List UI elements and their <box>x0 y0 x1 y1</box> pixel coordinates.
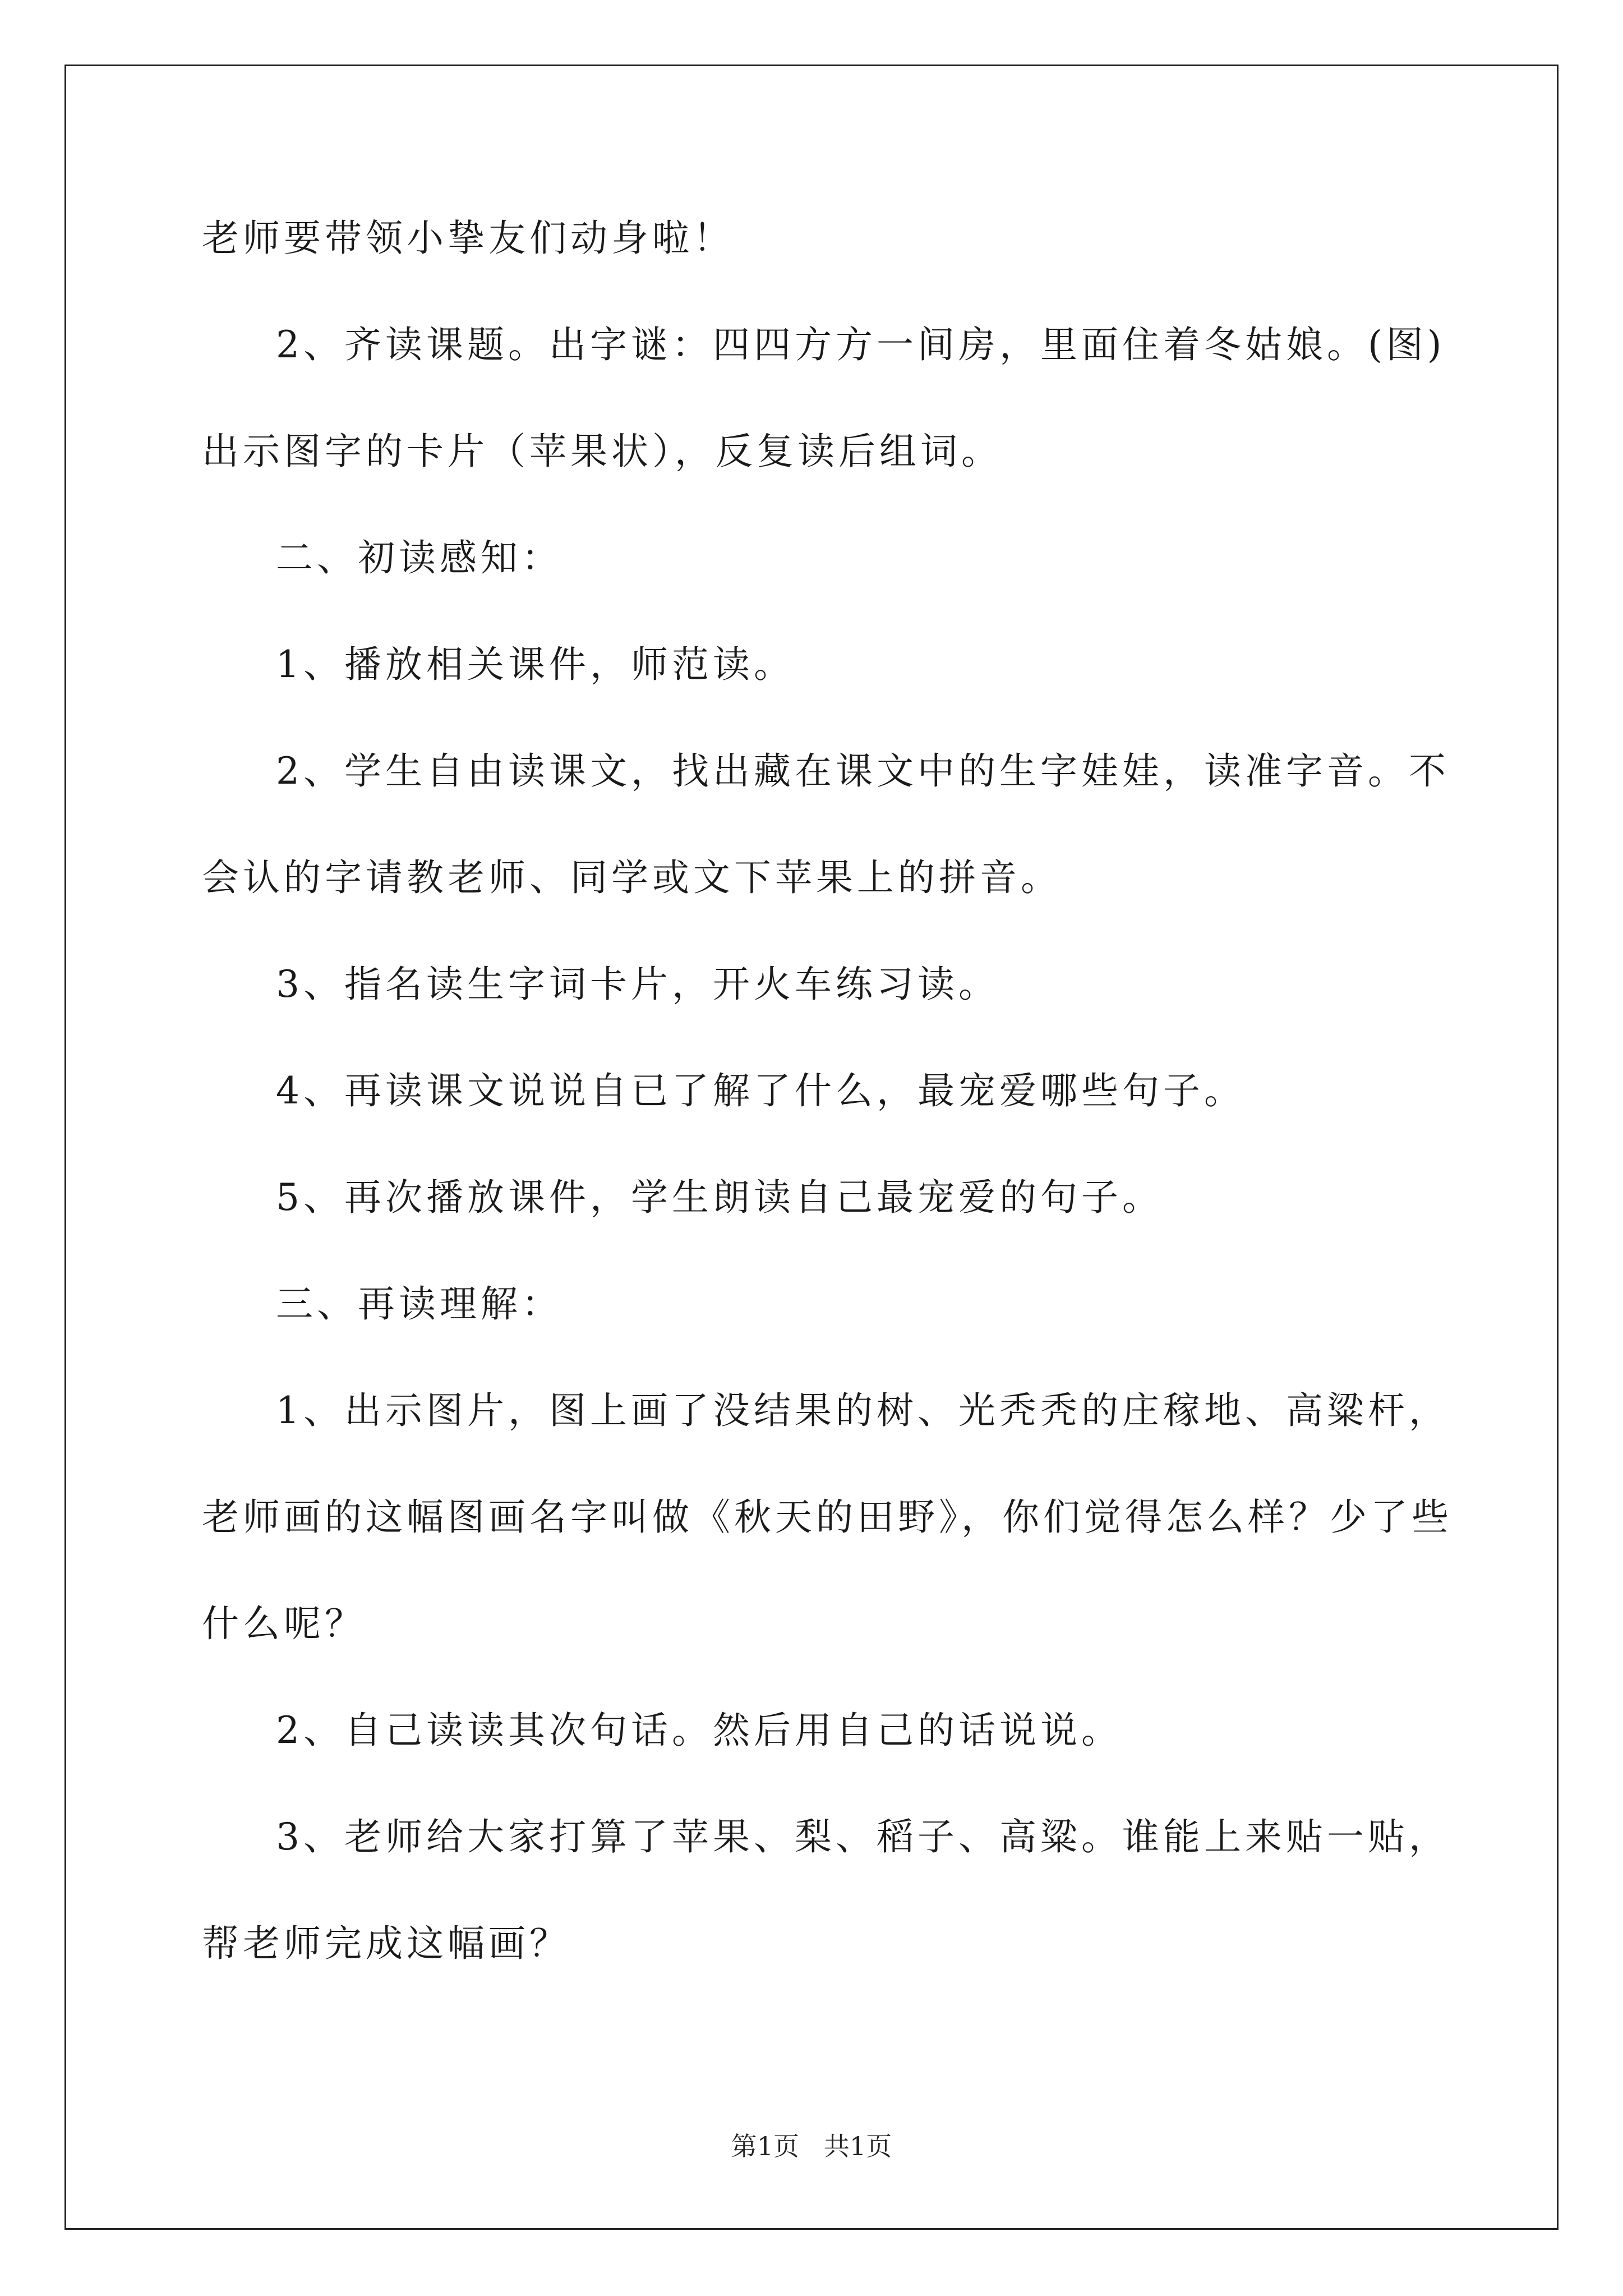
paragraph-line: 3、指名读生字词卡片，开火车练习读。 <box>276 963 999 1006</box>
section-heading: 三、再读理解： <box>276 1282 562 1326</box>
page-footer <box>0 2131 1623 2162</box>
paragraph-line: 帮老师完成这幅画？ <box>202 1922 570 1965</box>
paragraph-line: 2、齐读课题。出字谜：四四方方一间房，里面住着冬姑娘。(图) <box>276 323 1446 366</box>
paragraph-line: 会认的字请教老师、同学或文下苹果上的拼音。 <box>202 856 1062 899</box>
paragraph-line: 1、出示图片，图上画了没结果的树、光秃秃的庄稼地、高粱杆， <box>276 1389 1450 1432</box>
page-number: 第1页 <box>731 2131 799 2161</box>
page-border <box>64 65 1559 2230</box>
page-total: 共1页 <box>824 2131 892 2161</box>
paragraph-line: 老师要带领小挚友们动身啦！ <box>202 217 734 260</box>
paragraph-line: 2、自己读读其次句话。然后用自己的话说说。 <box>276 1709 1122 1752</box>
section-heading: 二、初读感知： <box>276 536 562 579</box>
paragraph-line: 2、学生自由读课文，找出藏在课文中的生字娃娃，读准字音。不 <box>276 749 1450 793</box>
paragraph-line: 老师画的这幅图画名字叫做《秋天的田野》，你们觉得怎么样？少了些 <box>202 1496 1453 1539</box>
paragraph-line: 3、老师给大家打算了苹果、梨、稻子、高粱。谁能上来贴一贴， <box>276 1815 1450 1858</box>
paragraph-line: 5、再次播放课件，学生朗读自己最宠爱的句子。 <box>276 1176 1163 1219</box>
paragraph-line: 1、播放相关课件，师范读。 <box>276 643 795 686</box>
paragraph-line: 出示图字的卡片（苹果状），反复读后组词。 <box>202 430 1002 473</box>
paragraph-line: 4、再读课文说说自已了解了什么，最宠爱哪些句子。 <box>276 1069 1245 1112</box>
paragraph-line: 什么呢？ <box>202 1602 366 1645</box>
